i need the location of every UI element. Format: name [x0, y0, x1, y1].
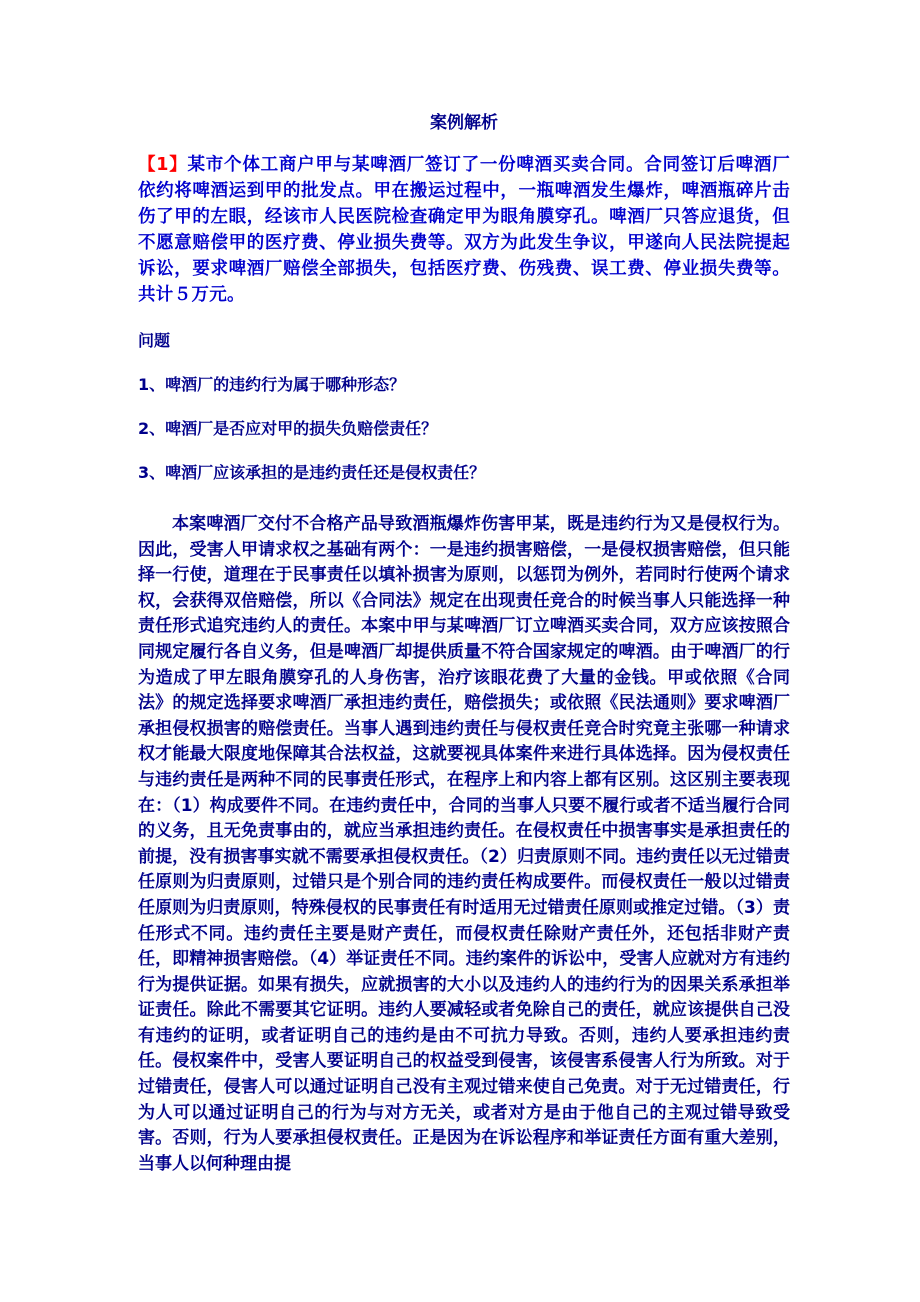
case-number: 【1】: [138, 155, 188, 175]
question-1: 1、啤酒厂的违约行为属于哪种形态？: [138, 375, 406, 394]
question-3: 3、啤酒厂应该承担的是违约责任还是侵权责任？: [138, 463, 486, 482]
document-title: 案例解析: [430, 113, 498, 133]
question-2: 2、啤酒厂是否应对甲的损失负赔偿责任？: [138, 419, 438, 438]
analysis-paragraph: 本案啤酒厂交付不合格产品导致酒瓶爆炸伤害甲某，既是违约行为又是侵权行为。因此，受害人甲请求权之基础有两个：一是违约损害赔偿，一是侵权损害赔偿，但只能择一行使，道理在于民事责任以填补损害为原则，以惩罚为例外，若同时行使两个请求权，会获得双倍赔偿，所以《合同法》规定在出现责任竞合的时候当事人只能选择一种责任形式追究违约人的责任。本案中甲与某啤酒厂订立啤酒买卖合同，双方应该按照合同规定履行各自义务，但是啤酒厂却提供质量不符合国家规定的啤酒。由于啤酒厂的行为造成了甲左眼角膜穿孔的人身伤害，治疗该眼花费了大量的金钱。甲或依照《合同法》的规定选择要求啤酒厂承担违约责任，赔偿损失；或依照《民法通则》要求啤酒厂承担侵权损害的赔偿责任。当事人遇到违约责任与侵权责任竞合时究竟主张哪一种请求权才能最大限度地保障其合法权益，这就要视具体案件来进行具体选择。因为侵权责任与违约责任是两种不同的民事责任形式，在程序上和内容上都有区别。这区别主要表现在：（1）构成要件不同。在违约责任中，合同的当事人只要不履行或者不适当履行合同的义务，且无免责事由的，就应当承担违约责任。在侵权责任中损害事实是承担责任的前提，没有损害事实就不需要承担侵权责任。（2）归责原则不同。违约责任以无过错责任原则为归责原则，过错只是个别合同的违约责任构成要件。而侵权责任一般以过错责任原则为归责原则，特殊侵权的民事责任有时适用无过错责任原则或推定过错。（3）责任形式不同。违约责任主要是财产责任，而侵权责任除财产责任外，还包括非财产责任，即精神损害赔偿。（4）举证责任不同。违约案件的诉讼中，受害人应就对方有违约行为提供证据。如果有损失，应就损害的大小以及违约人的违约行为的因果关系承担举证责任。除此不需要其它证明。违约人要减轻或者免除自己的责任，就应该提供自己没有违约的证明，或者证明自己的违约是由不可抗力导致。否则，违约人要承担违约责任。侵权案件中，受害人要证明自己的权益受到侵害，该侵害系侵害人行为所致。对于过错责任，侵害人可以通过证明自己没有主观过错来使自己免责。对于无过错责任，行为人可以通过证明自己的行为与对方无关，或者对方是由于他自己的主观过错导致受害。否则，行为人要承担侵权责任。正是因为在诉讼程序和举证责任方面有重大差别，当事人以何种理由提: [138, 514, 790, 1174]
case-text: 某市个体工商户甲与某啤酒厂签订了一份啤酒买卖合同。合同签订后啤酒厂依约将啤酒运到甲的批发点。甲在搬运过程中，一瓶啤酒发生爆炸，啤酒瓶碎片击伤了甲的左眼，经该市人民医院检查确定甲为眼角膜穿孔。啤酒厂只答应退货，但不愿意赔偿甲的医疗费、停业损失费等。双方为此发生争议，甲遂向人民法院提起诉讼，要求啤酒厂赔偿全部损失，包括医疗费、伤残费、误工费、停业损失费等。共计５万元。: [138, 155, 790, 305]
questions-heading: 问题: [138, 331, 171, 350]
case-paragraph: [138, 152, 790, 308]
